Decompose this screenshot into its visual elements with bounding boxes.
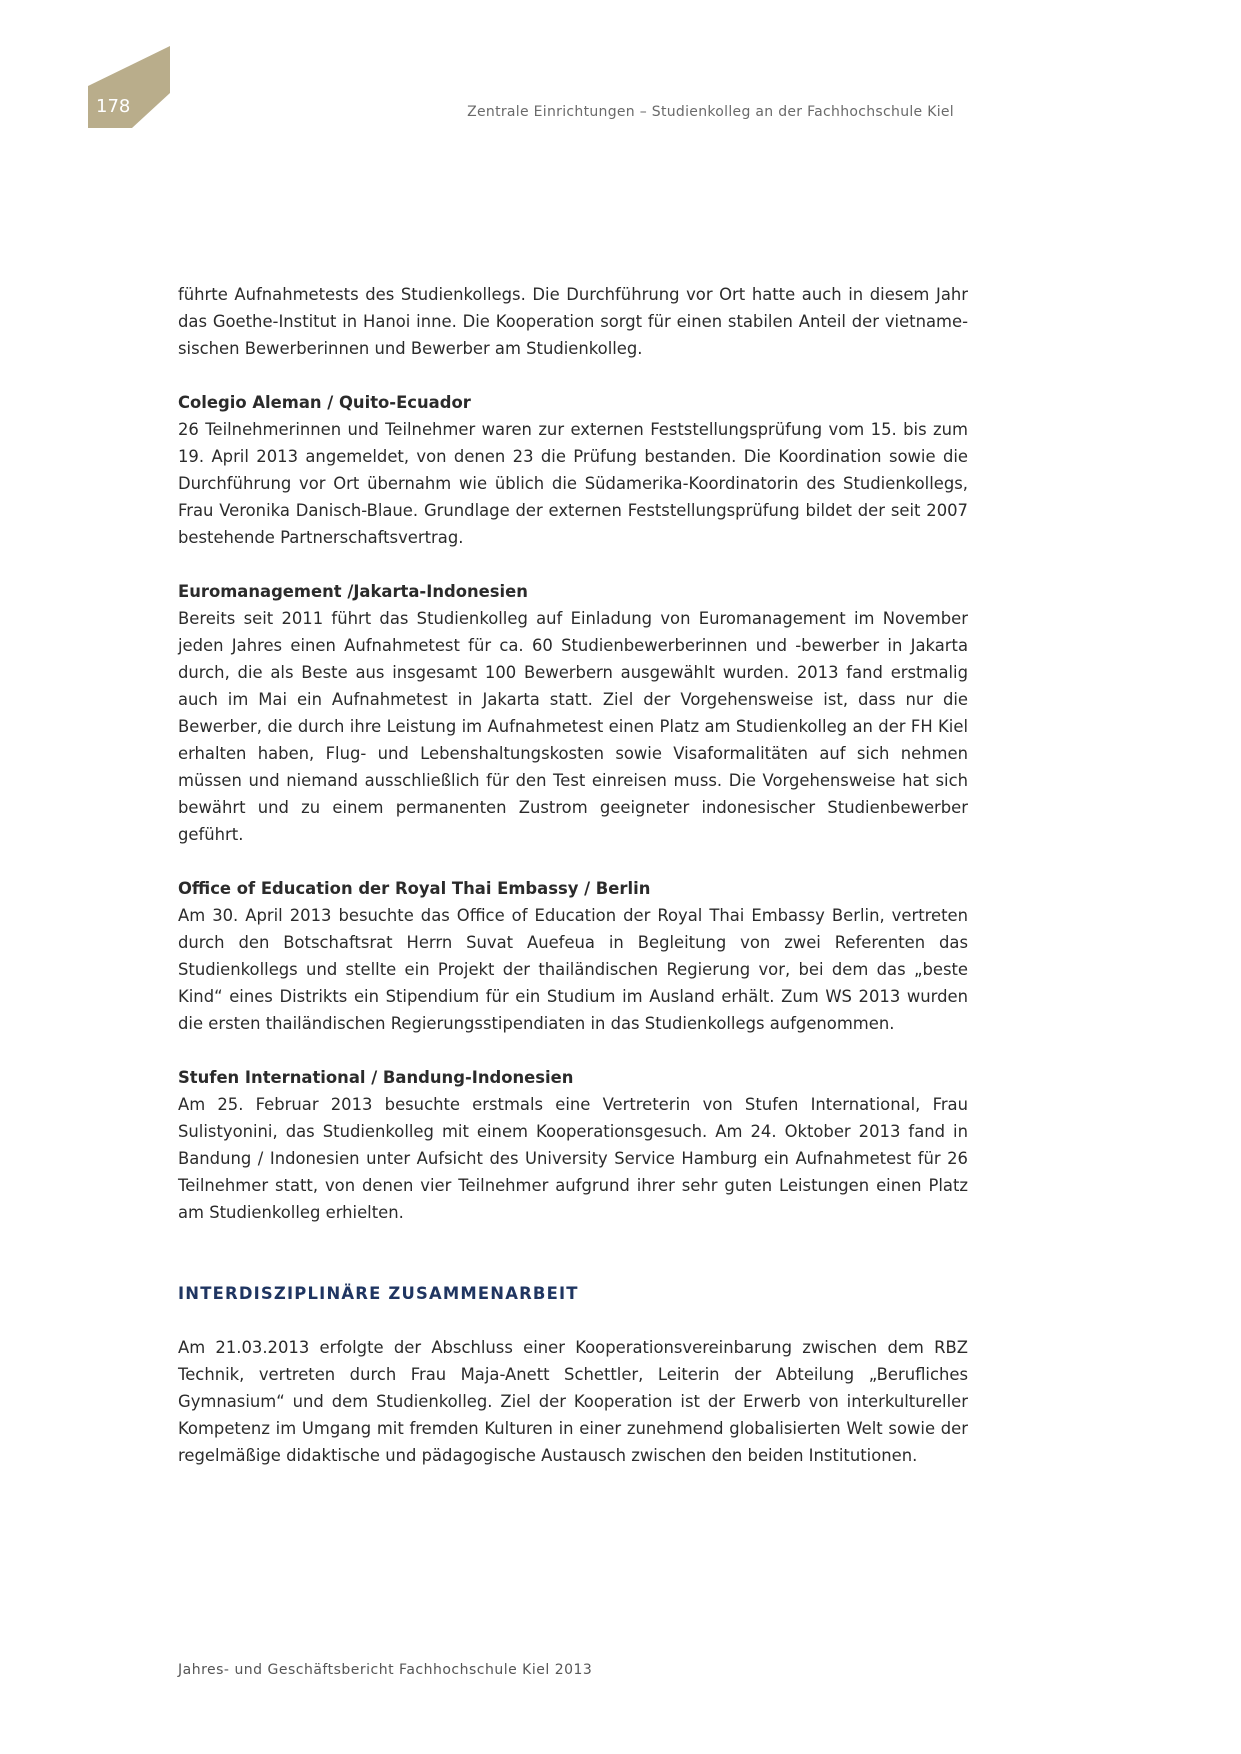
page-number-badge: [0, 0, 180, 140]
section-heading: Colegio Aleman / Quito-Ecuador: [178, 393, 471, 412]
section-paragraph: 26 Teilnehmerinnen und Teilnehmer waren zur externen Feststellungsprüfung vom 15. bis zum 19. April 2013 angemeldet, von denen 23 die Prüfung bestanden. Die Koordination sowie die Durchführung vor Ort übernahm wie üblich die Südamerika-Koordinatorin des Studienkollegs, Frau Veronika Danisch-Blaue. Grundlage der externen Feststellungsprüfung bildet der seit 2007 bestehende Partnerschaftsvertrag.: [178, 420, 968, 547]
running-footer: Jahres- und Geschäftsbericht Fachhochschule Kiel 2013: [178, 1662, 593, 1678]
page-number: 178: [96, 96, 131, 117]
section-royal-thai-embassy: [178, 875, 968, 1037]
section-paragraph: Am 30. April 2013 besuchte das Office of Education der Royal Thai Embassy Berlin, vertreten durch den Botschaftsrat Herrn Suvat Auefeua in Begleitung von zwei Referenten das Studienkollegs und stellte ein Projekt der thailändischen Regierung vor, bei dem das „beste Kind“ eines Distrikts ein Stipendium für ein Studium im Ausland erhält. Zum WS 2013 wurden die ersten thailändischen Regierungsstipendiaten in das Studienkollegs aufgenommen.: [178, 906, 968, 1033]
section-paragraph: Am 25. Februar 2013 besuchte erstmals eine Vertreterin von Stufen International, Frau Sulistyonini, das Studienkolleg mit einem Kooperationsgesuch. Am 24. Oktober 2013 fand in Bandung / Indonesien unter Aufsicht des University Service Hamburg ein Aufnahmetest für 26 Teilnehmer statt, von denen vier Teilnehmer aufgrund ihrer sehr guten Leistungen einen Platz am Studienkolleg erhielten.: [178, 1095, 968, 1222]
section-heading: Stufen International / Bandung-Indonesien: [178, 1068, 574, 1087]
section-euromanagement: [178, 578, 968, 848]
section-heading: Office of Education der Royal Thai Embassy / Berlin: [178, 879, 651, 898]
section-paragraph: Bereits seit 2011 führt das Studienkolleg auf Einladung von Euromanagement im November jeden Jahres einen Aufnahmetest für ca. 60 Studienbewerberinnen und -bewerber in Jakarta durch, die als Beste aus insgesamt 100 Bewerbern ausgewählt wurden. 2013 fand erstmalig auch im Mai ein Aufnahmetest in Jakarta statt. Ziel der Vorgehensweise ist, dass nur die Bewerber, die durch ihre Leistung im Aufnahmetest einen Platz am Studienkolleg an der FH Kiel erhalten haben, Flug- und Lebenshaltungskosten sowie Visaformalitäten auf sich nehmen müssen und niemand ausschließlich für den Test einreisen muss. Die Vorgehensweise hat sich bewährt und zu einem permanenten Zustrom geeigneter indonesischer Studienbewerber geführt.: [178, 609, 968, 844]
intro-paragraph: führte Aufnahmetests des Studienkollegs. Die Durchführung vor Ort hatte auch in diesem Jahr das Goethe-Institut in Hanoi inne. Die Kooperation sorgt für einen stabilen Anteil der vietname-sischen Bewerberinnen und Bewerber am Studienkolleg.: [178, 285, 968, 358]
section-stufen-international: [178, 1064, 968, 1226]
interdisciplinary-heading: INTERDISZIPLINÄRE ZUSAMMENARBEIT: [178, 1284, 579, 1303]
section-heading: Euromanagement /Jakarta-Indonesien: [178, 582, 528, 601]
section-colegio-aleman: [178, 389, 968, 551]
interdisciplinary-paragraph: Am 21.03.2013 erfolgte der Abschluss einer Kooperationsvereinbarung zwischen dem RBZ Technik, vertreten durch Frau Maja-Anett Schettler, Leiterin der Abteilung „Berufliches Gymnasium“ und dem Studienkolleg. Ziel der Kooperation ist der Erwerb von interkultureller Kompetenz im Umgang mit fremden Kulturen in einer zunehmend globalisierten Welt sowie der regelmäßige didaktische und pädagogische Austausch zwischen den beiden Institutionen.: [178, 1338, 968, 1465]
main-content: [178, 281, 968, 1469]
running-header-title: Zentrale Einrichtungen – Studienkolleg an der Fachhochschule Kiel: [467, 104, 954, 120]
